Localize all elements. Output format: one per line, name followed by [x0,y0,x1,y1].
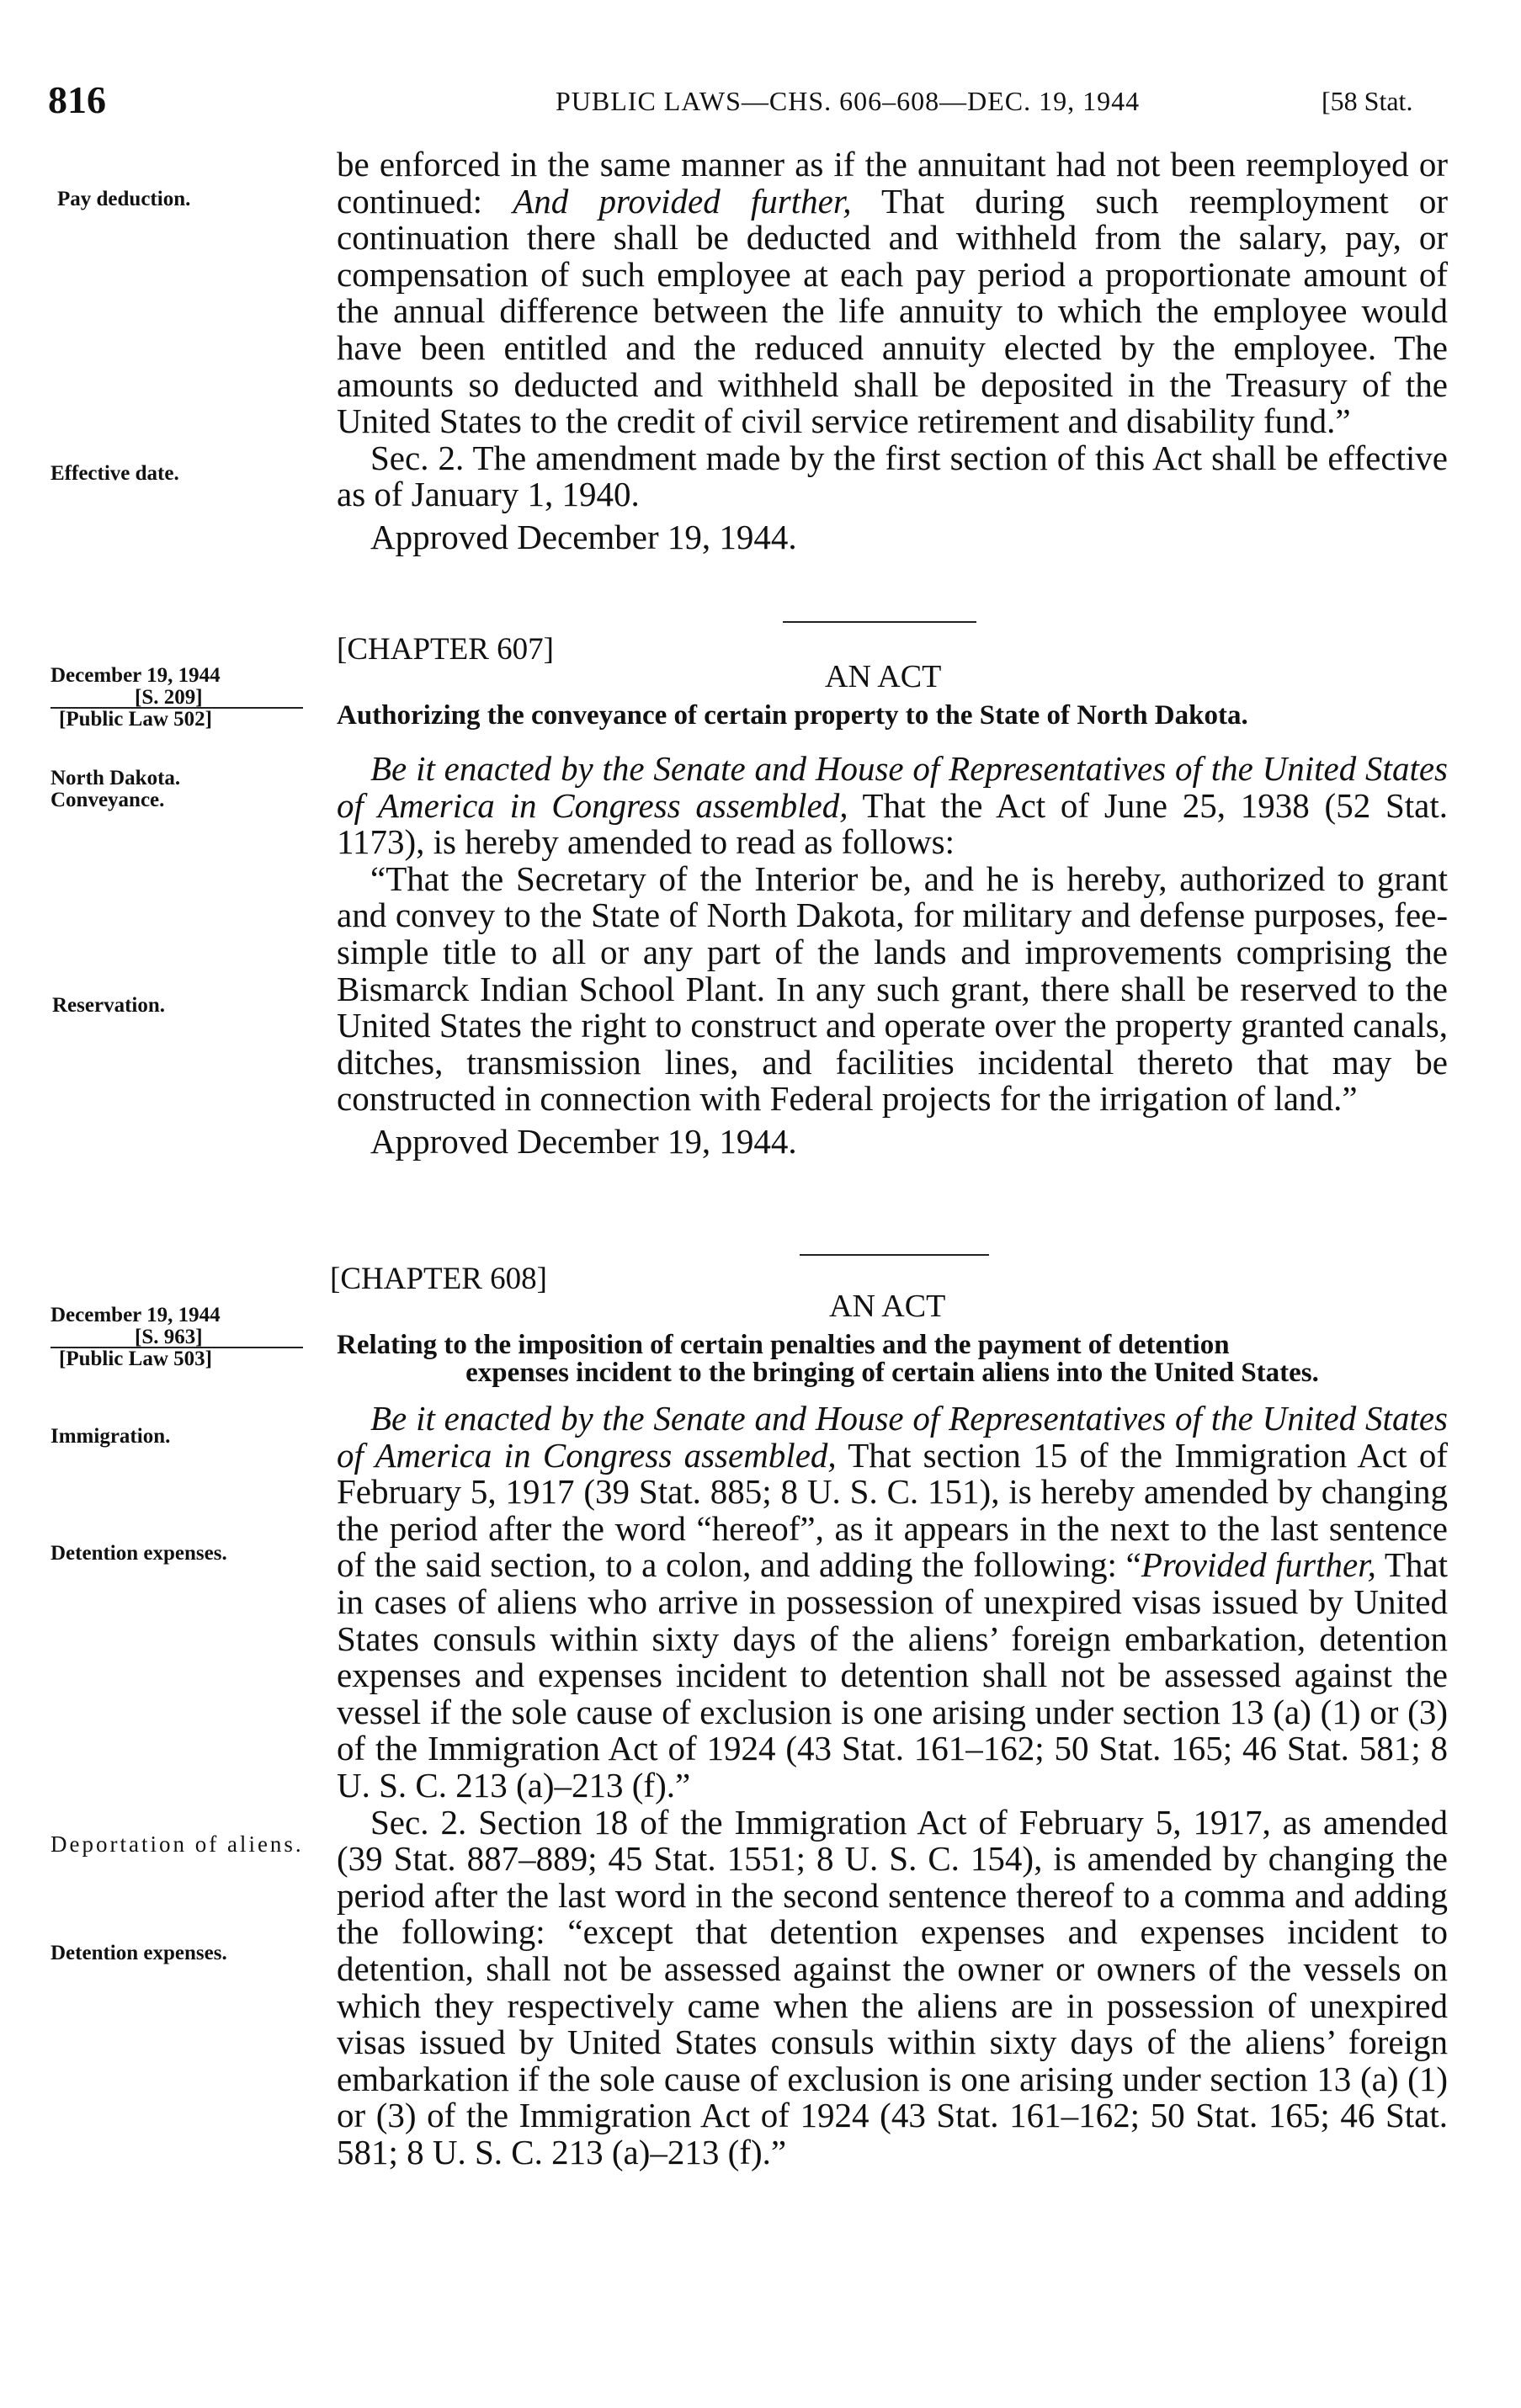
ch607-enacting-clause: Be it enacted by the Senate and House of Representatives of the United States of America in Congress assembled, [337,749,1448,825]
running-head: PUBLIC LAWS—CHS. 606–608—DEC. 19, 1944 [556,86,1141,116]
ch606-sec2: Sec. 2. The amendment made by the first section of this Act shall be effective as of January 1, 1940. [337,438,1448,514]
ch606-section [337,146,1448,557]
ch607-public-law: [Public Law 502] [59,708,212,731]
ch606-provided-further: And provided further, [513,181,852,221]
ch608-summary-line2: expenses incident to the bringing of certain aliens into the United States. [465,1358,1319,1388]
ch606-approved: Approved December 19, 1944. [370,517,797,556]
ch608-enacting-clause: Be it enacted by the Senate and House of Representatives of the United States of America in Congress assembled, [337,1399,1448,1475]
ch608-paragraph-1 [337,1401,1448,1805]
sidenote-north-dakota-line1: North Dakota. [51,767,181,789]
ch608-summary-line1: Relating to the imposition of certain penalties and the payment of detention [337,1330,1230,1360]
ch608-rule [800,1254,989,1256]
sidenote-detention-expenses-2: Detention expenses. [51,1942,227,1964]
ch608-provided-further: Provided further, [1141,1545,1376,1585]
sidenote-north-dakota-line2: Conveyance. [51,789,165,811]
ch608-body [337,1401,1448,2171]
ch608-sec2: Sec. 2. Section 18 of the Immigration Act of February 5, 1917, as amended (39 Stat. 887–889; 45 Stat. 1551; 8 U. S. C. 154), is amended by changing the period after the last word in the second sentence thereof to a comma and adding the following: “except that detention expenses and expenses incident to detention, shall not be assessed against the owner or owners of the vessels on which they respectively came when the aliens are in possession of unexpired visas issued by United States consuls within sixty days of the aliens’ foreign embarkation if the sole cause of exclusion is one arising under section 13 (a) (1) or (3) of the Immigration Act of 1924 (43 Stat. 161–162; 50 Stat. 165; 46 Stat. 581; 8 U. S. C. 213 (a)–213 (f).” [337,1802,1448,2171]
sidenote-pay-deduction: Pay deduction. [57,188,191,210]
page-number: 816 [48,78,106,121]
sidenote-detention-expenses-1: Detention expenses. [51,1542,227,1565]
ch608-text-a: That section 15 of the Immigration Act of February 5, 1917 (39 Stat. 885; 8 U. S. C. 151), is hereby amended by changing the period after the word “hereof”, as it appears in the next to the last sentence of the said section, to a colon, and adding the following: “ [337,1435,1448,1585]
ch607-paragraph-1 [337,751,1448,861]
statute-reference: [58 Stat. [1322,86,1413,116]
ch606-paragraph [337,146,1448,440]
ch607-text-1: That the Act of June 25, 1938 (52 Stat. 1173), is hereby amended to read as follows: [337,785,1448,862]
ch607-bill: [S. 209] [135,686,203,709]
sidenote-ch608-block [51,1305,320,1370]
ch608-bill: [S. 963] [135,1326,203,1348]
ch608-chapter: [CHAPTER 608] [330,1262,547,1296]
sidenote-effective-date: Effective date. [51,462,179,485]
ch608-summary [337,1332,1448,1387]
ch607-paragraph-2: “That the Secretary of the Interior be, and he is hereby, authorized to grant and convey to the State of North Dakota, for military and defense purposes, fee-simple title to all or any part of the lands and improvements comprising the Bismarck Indian School Plant. In any such grant, there shall be reserved to the United States the right to construct and operate over the property granted canals, ditches, transmission lines, and facilities incidental thereto that may be constructed in connection with Federal projects for the irrigation of land.” [337,858,1448,1119]
ch607-chapter: [CHAPTER 607] [337,632,554,667]
ch606-text-b: That during such reemployment or continuation there shall be deducted and withheld from the salary, pay, or compensation of such employee at each pay period a proportionate amount of the annual difference between the life annuity to which the employee would have been entitled and the reduced annuity elected by the employee. The amounts so deducted and withheld shall be deposited in the Treasury of the United States to the credit of civil service retirement and disability fund.” [337,181,1448,441]
ch608-an-act: AN ACT [829,1289,946,1324]
sidenote-deportation: Deportation of aliens. [51,1831,304,1857]
ch607-body [337,751,1448,1161]
ch608-date: December 19, 1944 [51,1304,221,1326]
sidenote-ch607-block [51,665,320,731]
sidenote-reservation: Reservation. [52,994,165,1017]
ch608-public-law: [Public Law 503] [59,1348,212,1370]
ch606-text-a: be enforced in the same manner as if the annuitant had not been reemployed or continued: [337,145,1448,221]
ch607-an-act: AN ACT [825,659,942,694]
ch607-rule [783,621,976,623]
ch608-text-b: That in cases of aliens who arrive in possession of unexpired visas issued by United States consuls within sixty days of the aliens’ foreign embarkation, detention expenses and expenses incident to detention shall not be assessed against the vessel if the sole cause of exclusion is one arising under section 13 (a) (1) or (3) of the Immigration Act of 1924 (43 Stat. 161–162; 50 Stat. 165; 46 Stat. 581; 8 U. S. C. 213 (a)–213 (f).” [337,1545,1448,1805]
sidenote-immigration: Immigration. [51,1425,171,1448]
ch607-date: December 19, 1944 [51,664,221,687]
ch607-approved: Approved December 19, 1944. [370,1121,797,1161]
sidenote-north-dakota [51,768,328,811]
ch607-summary: Authorizing the conveyance of certain property to the State of North Dakota. [337,700,1248,731]
